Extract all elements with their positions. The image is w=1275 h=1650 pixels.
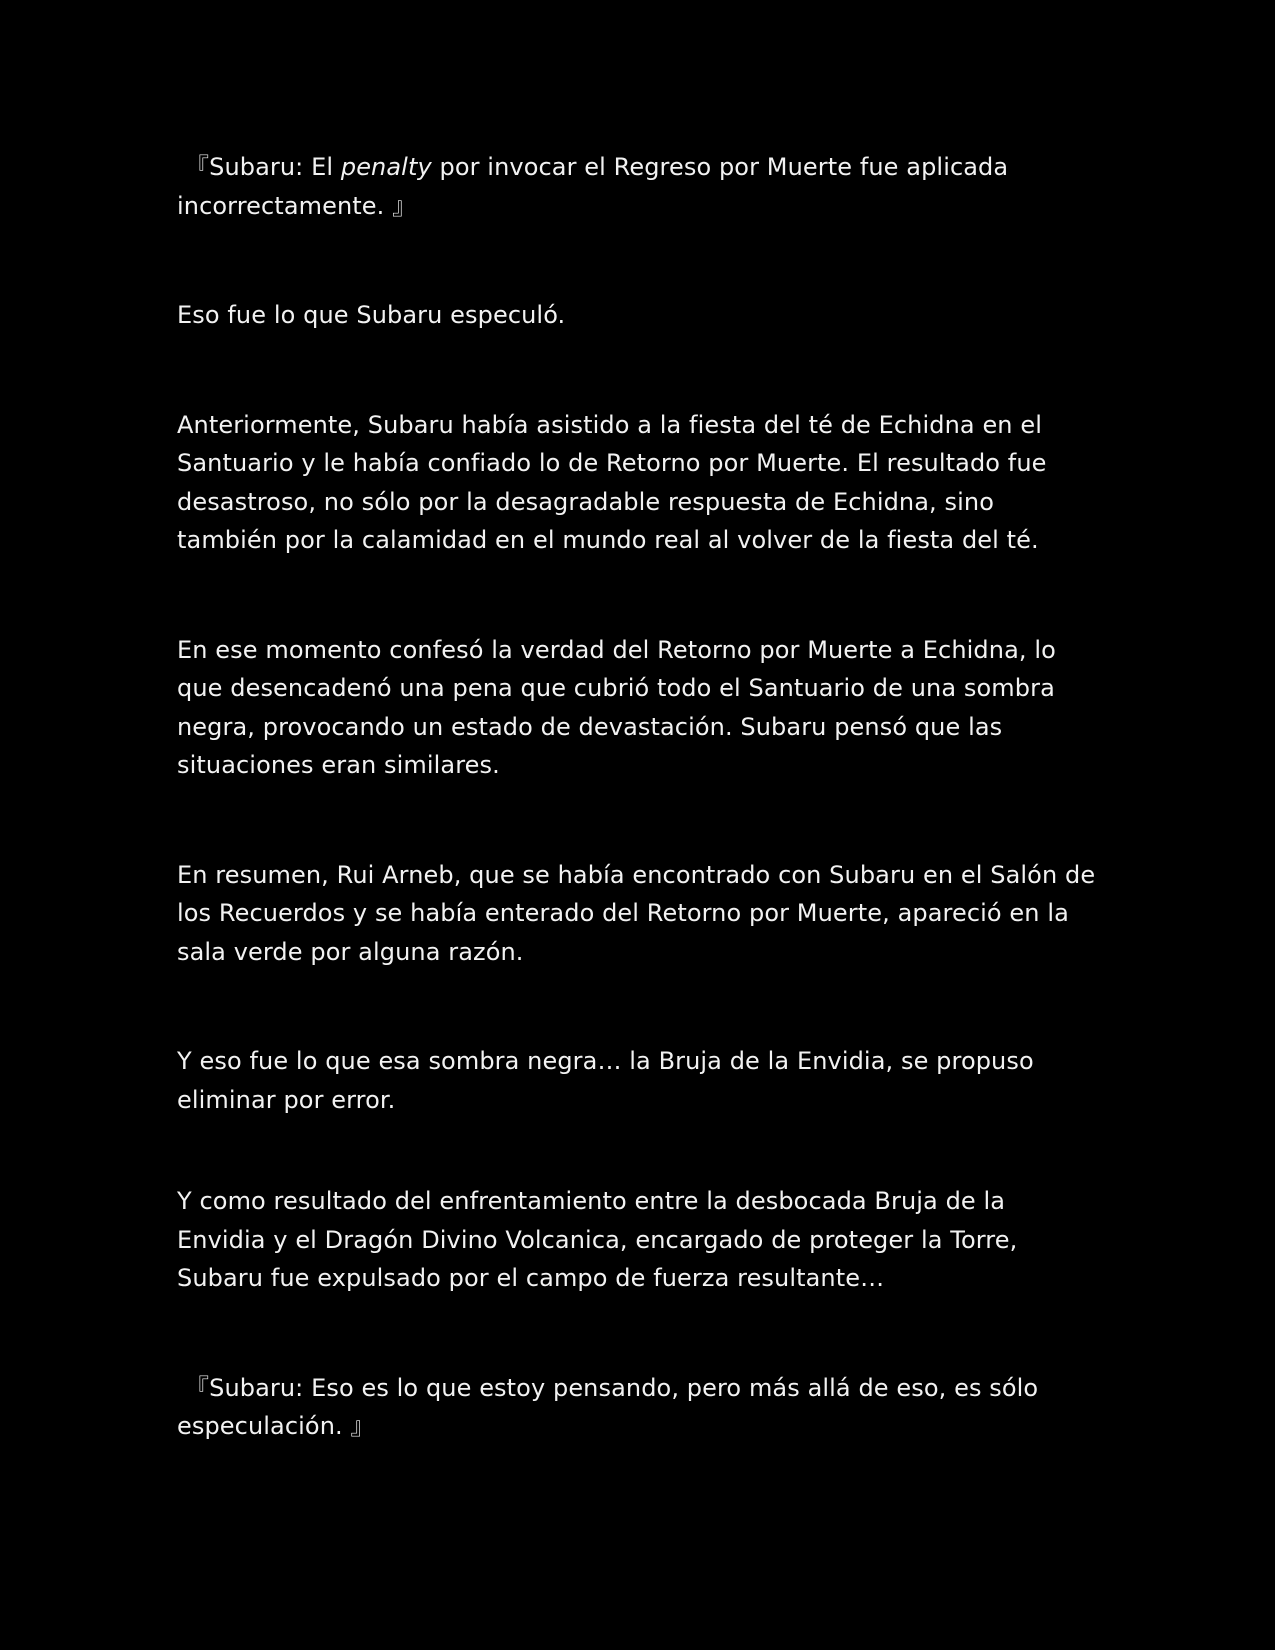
open-quote-bracket: 『	[185, 153, 210, 181]
close-quote-bracket: 』	[392, 191, 417, 220]
narration-paragraph-2: Eso fue lo que Subaru especuló.	[177, 301, 566, 329]
text-column	[177, 148, 1097, 1446]
narration-paragraph-6: Y eso fue lo que esa sombra negra… la Bruja de la Envidia, se propuso eliminar por error.	[177, 1047, 1034, 1114]
narration-paragraph-4: En ese momento confesó la verdad del Retorno por Muerte a Echidna, lo que desencadenó una pena que cubrió todo el Santuario de una sombra negra, provocando un estado de devastación. Subaru pensó que las situaciones eran similares.	[177, 635, 1056, 779]
narration-paragraph-7: Y como resultado del enfrentamiento entre la desbocada Bruja de la Envidia y el Dragón Divino Volcanica, encargado de proteger la Torre, Subaru fue expulsado por el campo de fuerza resultante…	[177, 1187, 1018, 1292]
narration-paragraph-5: En resumen, Rui Arneb, que se había encontrado con Subaru en el Salón de los Recuerdos y se había enterado del Retorno por Muerte, apareció en la sala verde por alguna razón.	[177, 860, 1096, 966]
emphasized-word: penalty	[340, 153, 432, 181]
dialogue-paragraph-1	[177, 148, 1097, 225]
open-quote-bracket: 『	[185, 1373, 210, 1402]
narration-paragraph-3: Anteriormente, Subaru había asistido a la fiesta del té de Echidna en el Santuario y le había confiado lo de Retorno por Muerte. El resultado fue desastroso, no sólo por la desagradable respuesta de Echidna, sino también por la calamidad en el mundo real al volver de la fiesta del té.	[177, 410, 1047, 554]
dialogue-text-start: Subaru: El	[209, 153, 341, 181]
dialogue-text-end: por invocar el Regreso por Muerte fue aplicada incorrectamente.	[177, 153, 1009, 220]
dialogue-paragraph-8	[177, 1369, 1097, 1446]
dialogue-text: Subaru: Eso es lo que estoy pensando, pero más allá de eso, es sólo especulación.	[177, 1373, 1039, 1440]
close-quote-bracket: 』	[350, 1412, 375, 1440]
